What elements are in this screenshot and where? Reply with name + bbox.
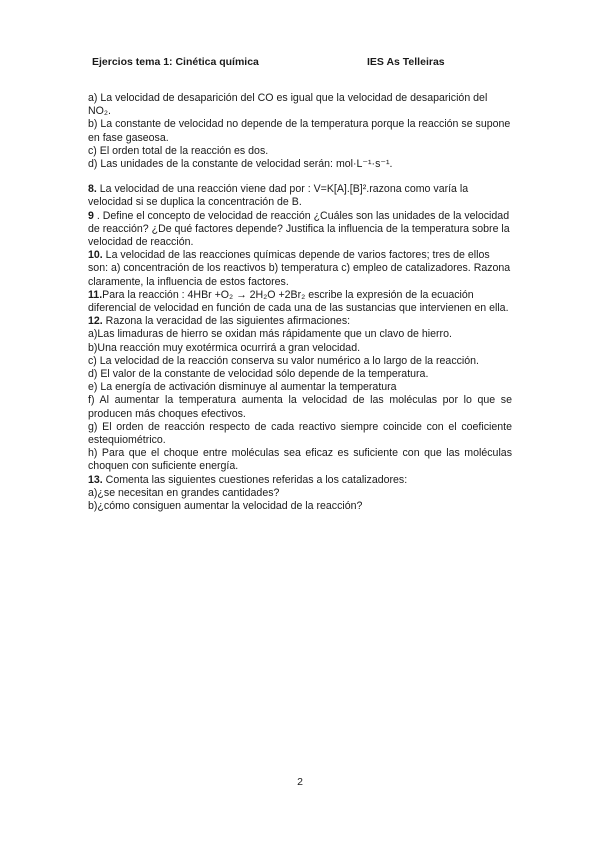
question-12-item-d: d) El valor de la constante de velocidad sólo depende de la temperatura.	[88, 368, 429, 381]
header-school: IES As Telleiras	[367, 56, 445, 68]
question-13-item-b: b)¿cómo consiguen aumentar la velocidad de la reacción?	[88, 500, 363, 513]
question-12-item-e: e) La energía de activación disminuye al aumentar la temperatura	[88, 381, 397, 394]
question-9-number: 9	[88, 209, 94, 222]
question-12-item-f: f) Al aumentar la temperatura aumenta la velocidad de las moléculas por lo que se producen más choques efectivos.	[88, 394, 512, 420]
statement-a: a) La velocidad de desaparición del CO es igual que la velocidad de desaparición del NO₂.	[88, 92, 488, 118]
question-12-item-c: c) La velocidad de la reacción conserva su valor numérico a lo largo de la reacción.	[88, 354, 480, 367]
question-11	[88, 289, 512, 315]
question-13-number: 13.	[88, 473, 103, 486]
question-12-number: 12.	[88, 315, 103, 328]
question-8-text: La velocidad de una reacción viene dad por : V=K[A].[B]².razona como varía la velocidad si se duplica la concentración de B.	[88, 183, 469, 209]
question-11-text: Para la reacción : 4HBr +O₂ → 2H₂O +2Br₂ escribe la expresión de la ecuación diferencial de velocidad en función de cada una de las sustancias que intervienen en ella.	[88, 288, 509, 315]
question-8	[88, 183, 512, 209]
question-12-item-h: h) Para que el choque entre moléculas sea eficaz es suficiente con que las moléculas choquen con suficiente energía.	[88, 447, 512, 473]
question-12-item-b: b)Una reacción muy exotérmica ocurrirá a gran velocidad.	[88, 341, 361, 354]
exercise-content	[88, 92, 512, 513]
page-number: 2	[297, 776, 303, 788]
question-9	[88, 210, 512, 250]
question-12-item-g: g) El orden de reacción respecto de cada reactivo siempre coincide con el coeficiente estequiométrico.	[88, 420, 512, 447]
question-12	[88, 315, 512, 328]
question-8-number: 8.	[88, 183, 97, 196]
question-12-item-a: a)Las limaduras de hierro se oxidan más rápidamente que un clavo de hierro.	[88, 328, 452, 341]
statement-c: c) El orden total de la reacción es dos.	[88, 144, 269, 157]
question-10-text: La velocidad de las reacciones químicas depende de varios factores; tres de ellos son: a) concentración de los reactivos b) temperatura c) empleo de catalizadores. Razona claramente, la influencia de estos factores.	[88, 249, 511, 288]
question-10	[88, 249, 512, 289]
header-title: Ejercios tema 1: Cinética química	[92, 56, 259, 68]
continued-statements	[88, 92, 512, 171]
statement-b: b) La constante de velocidad no depende de la temperatura porque la reacción se supone en fase gaseosa.	[88, 118, 511, 144]
question-13-text: Comenta las siguientes cuestiones referidas a los catalizadores:	[102, 473, 408, 486]
question-10-number: 10.	[88, 249, 103, 262]
statement-d: d) Las unidades de la constante de velocidad serán: mol·L⁻¹·s⁻¹.	[88, 158, 393, 171]
question-11-number: 11.	[88, 288, 103, 301]
question-13-item-a: a)¿se necesitan en grandes cantidades?	[88, 486, 280, 499]
question-12-text: Razona la veracidad de las siguientes afirmaciones:	[102, 315, 351, 328]
question-9-text: . Define el concepto de velocidad de reacción ¿Cuáles son las unidades de la velocidad de reacción? ¿De qué factores depende? Justifica la influencia de la temperatura sobre la velocidad de reacción.	[88, 209, 510, 249]
question-13	[88, 474, 512, 487]
